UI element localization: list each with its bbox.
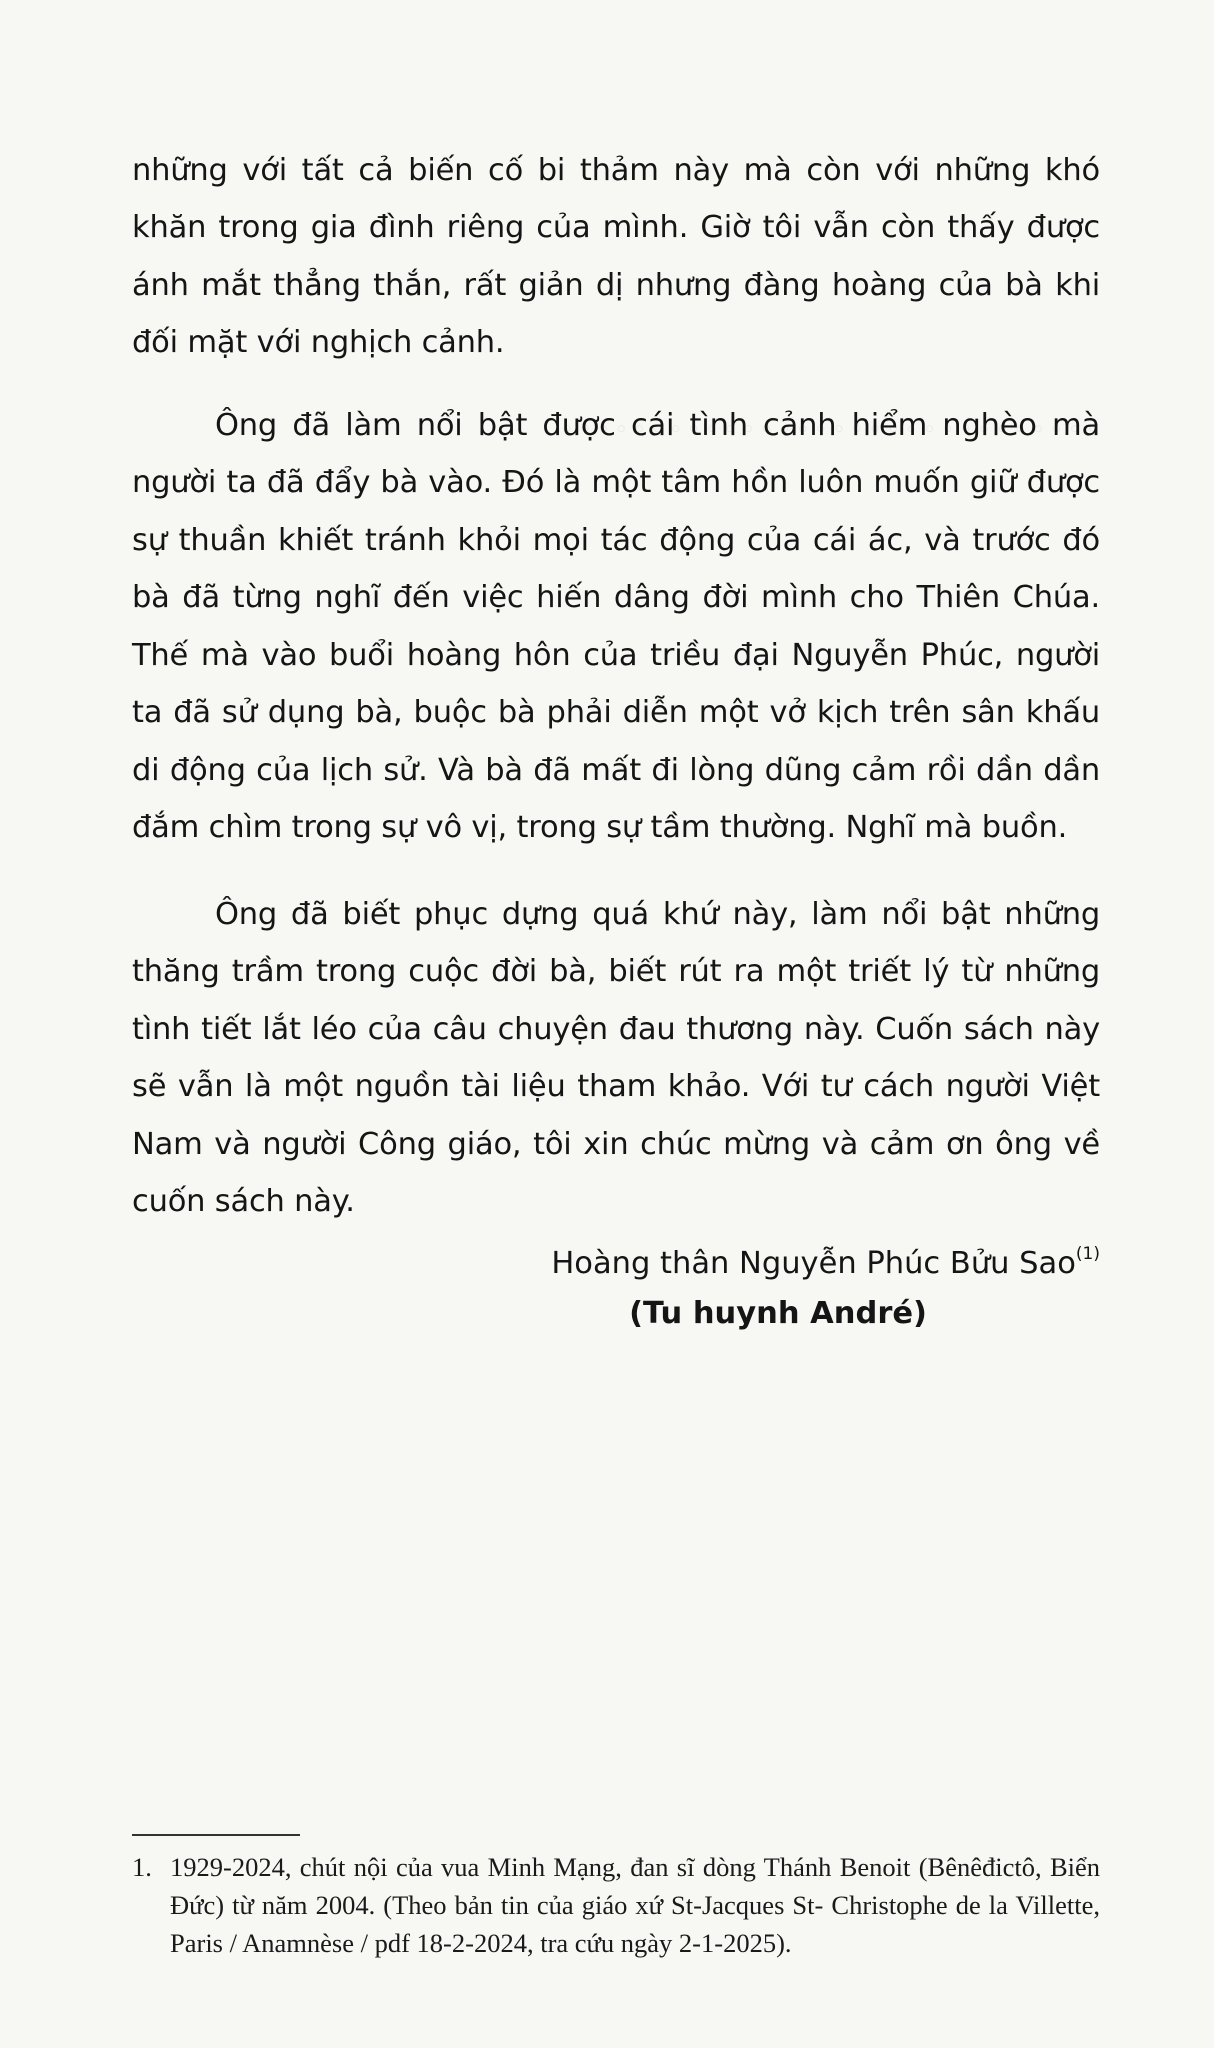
footnote-reference-marker[interactable]: (1) xyxy=(1075,1244,1100,1264)
footnote-1 xyxy=(132,1848,1100,1962)
footnote-text: 1929-2024, chút nội của vua Minh Mạng, đan sĩ dòng Thánh Benoit (Bênêđictô, Biển Đức) từ năm 2004. (Theo bản tin của giáo xứ St-Jacques St- Christophe de la Villette, Paris / Anamnèse / pdf 18-2-2024, tra cứu ngày 2-1-2025). xyxy=(170,1852,1100,1958)
paragraph-1: những với tất cả biến cố bi thảm này mà còn với những khó khăn trong gia đình riêng của mình. Giờ tôi vẫn còn thấy được ánh mắt thẳng thắn, rất giản dị nhưng đàng hoàng của bà khi đối mặt với nghịch cảnh. xyxy=(132,152,1100,360)
paragraph-2: Ông đã làm nổi bật được cái tình cảnh hiểm nghèo mà người ta đã đẩy bà vào. Đó là một tâm hồn luôn muốn giữ được sự thuần khiết tránh khỏi mọi tác động của cái ác, và trước đó bà đã từng nghĩ đến việc hiến dâng đời mình cho Thiên Chúa. Thế mà vào buổi hoàng hôn của triều đại Nguyễn Phúc, người ta đã sử dụng bà, buộc bà phải diễn một vở kịch trên sân khấu di động của lịch sử. Và bà đã mất đi lòng dũng cảm rồi dần dần đắm chìm trong sự vô vị, trong sự tầm thường. Nghĩ mà buồn. xyxy=(132,407,1100,845)
footnote-separator xyxy=(132,1834,300,1836)
signature-alias: (Tu huynh André) xyxy=(629,1296,927,1331)
signature-name-text: Hoàng thân Nguyễn Phúc Bửu Sao xyxy=(551,1246,1076,1281)
footnote-number: 1. xyxy=(132,1852,152,1882)
signature-name xyxy=(551,1226,1100,1293)
paragraph-3: Ông đã biết phục dựng quá khứ này, làm nổi bật những thăng trầm trong cuộc đời bà, biết rút ra một triết lý từ những tình tiết lắt léo của câu chuyện đau thương này. Cuốn sách này sẽ vẫn là một nguồn tài liệu tham khảo. Với tư cách người Việt Nam và người Công giáo, tôi xin chúc mừng và cảm ơn ông về cuốn sách này. xyxy=(132,896,1100,1219)
